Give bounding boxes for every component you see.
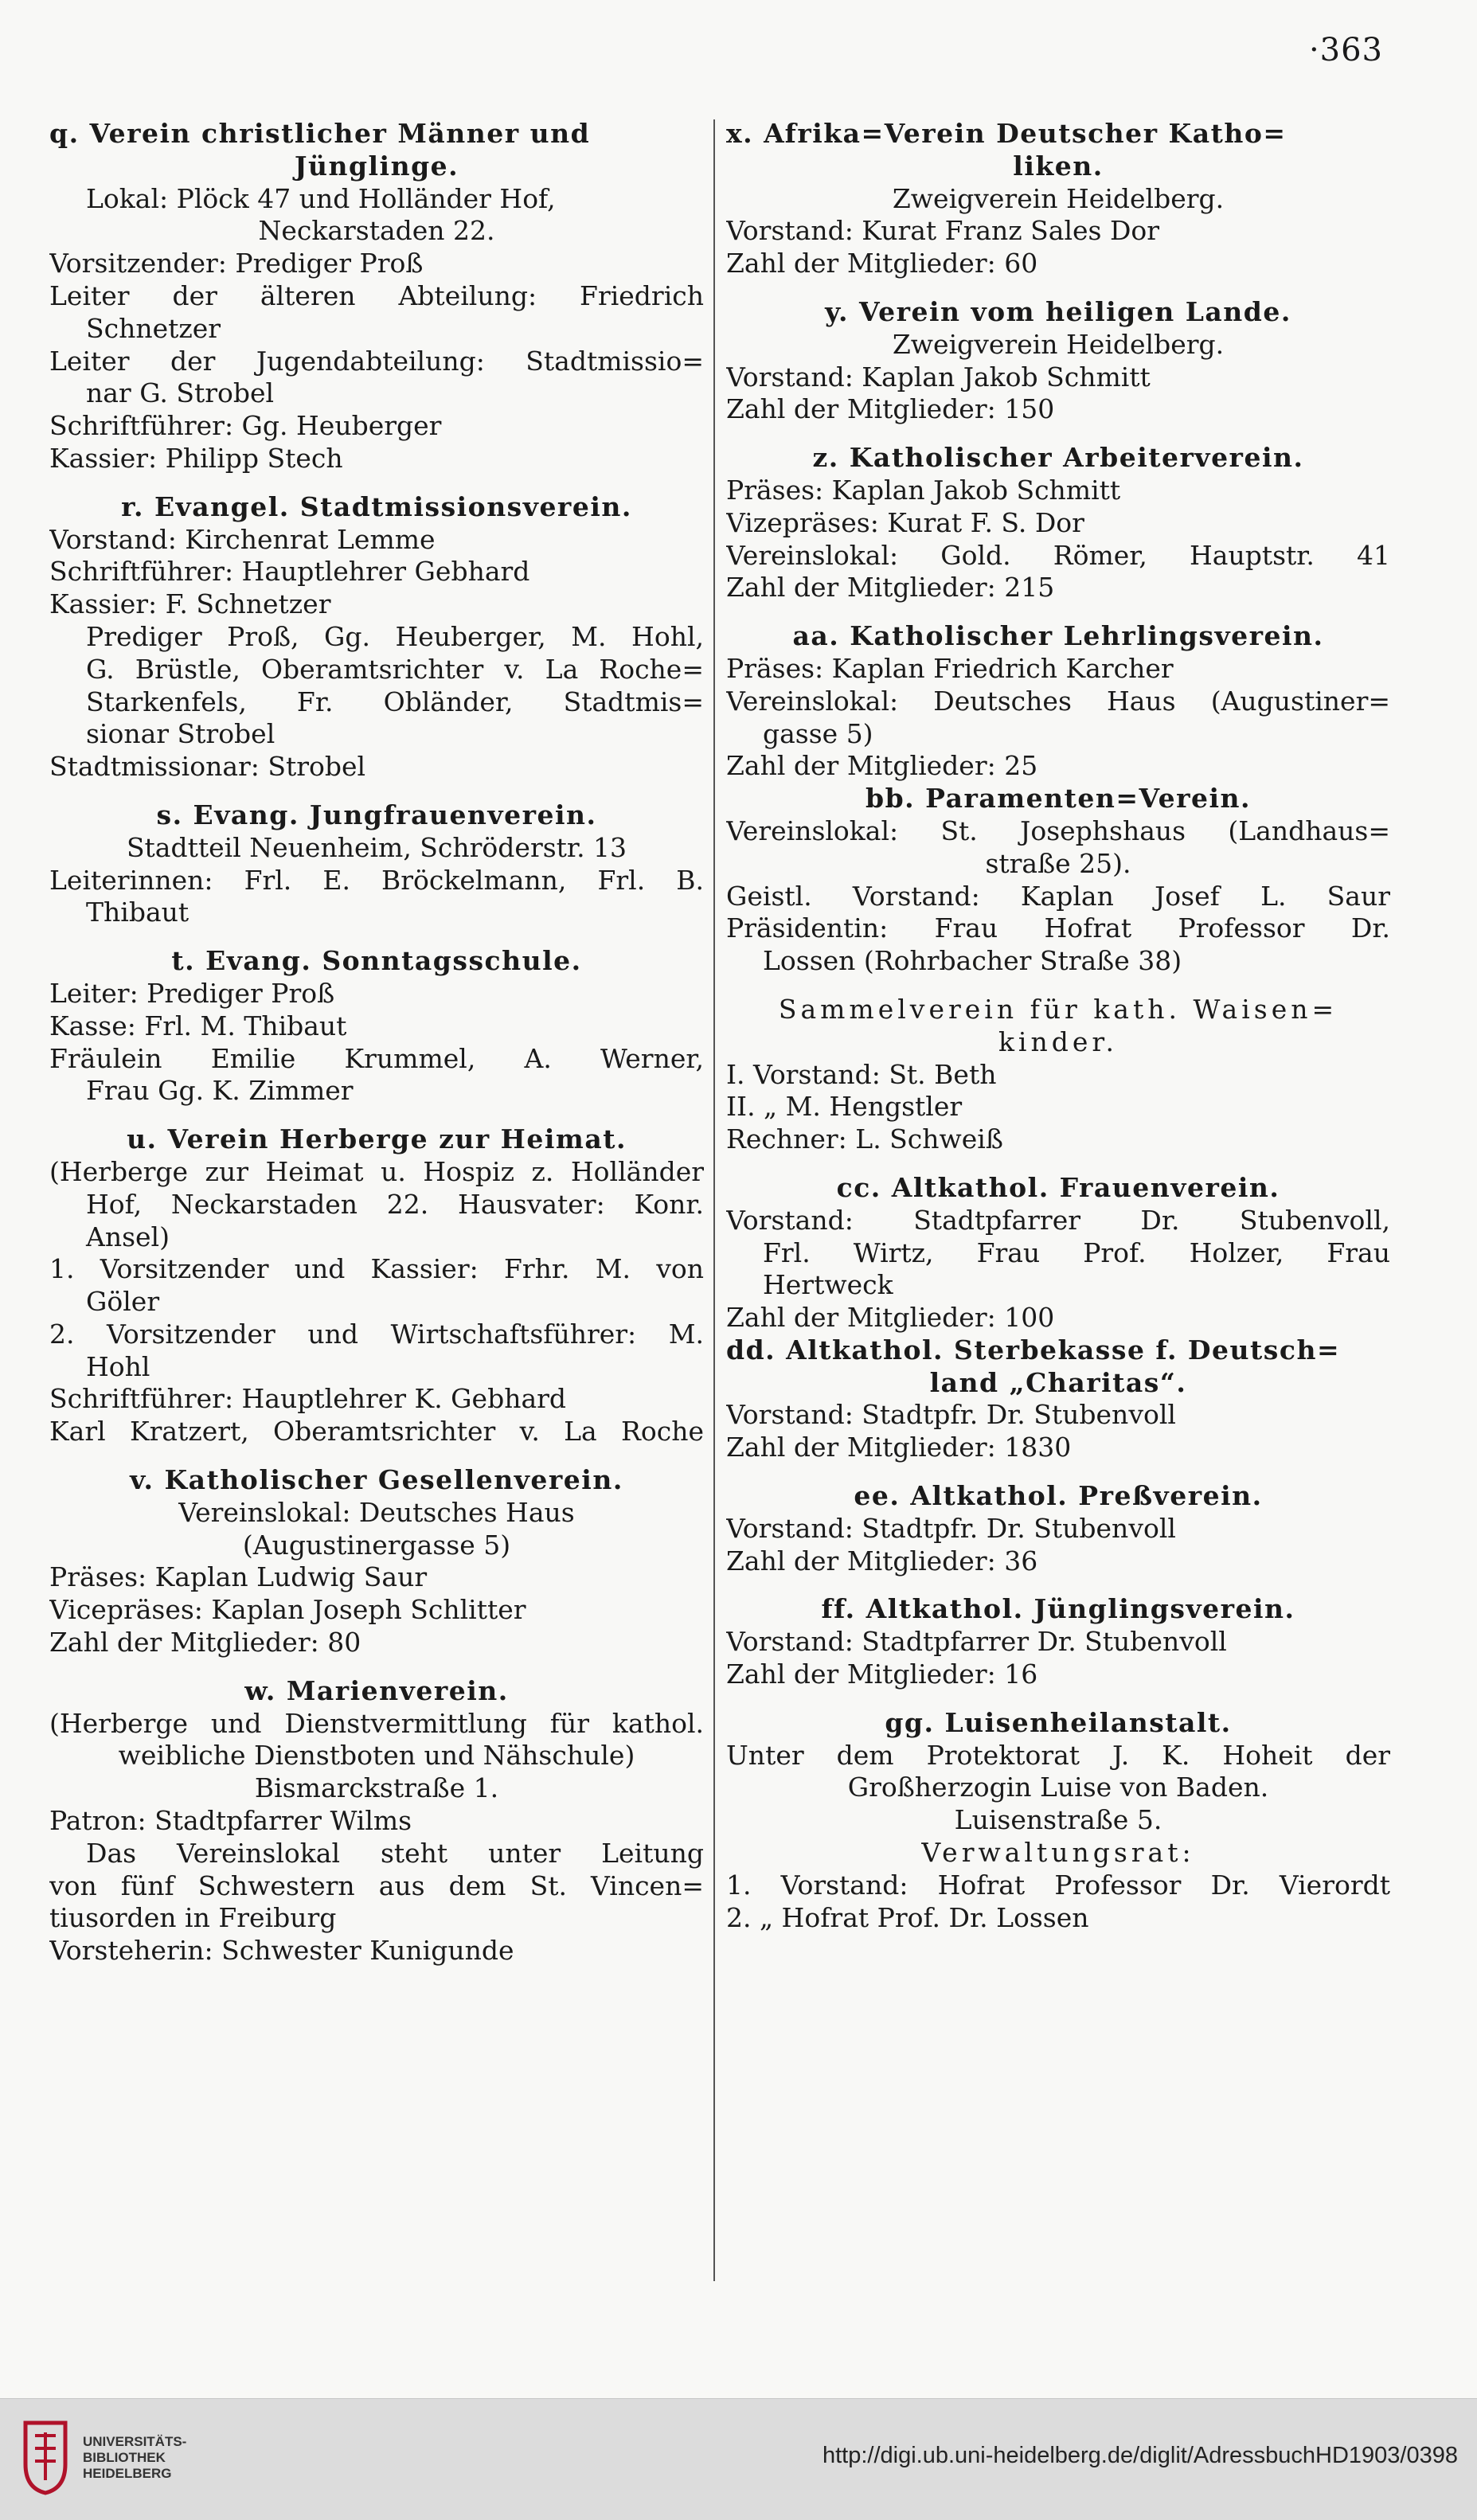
- text-line: Luisenstraße 5.: [954, 1804, 1162, 1836]
- library-seal-icon: [18, 2416, 73, 2496]
- text-line: Thibaut: [86, 897, 190, 928]
- text-line: Zahl der Mitglieder: 25: [726, 750, 1038, 782]
- text-line: Großherzogin Luise von Baden.: [847, 1772, 1269, 1803]
- text-line: Stadtteil Neuenheim, Schröderstr. 13: [126, 831, 627, 863]
- section-heading: w. Marienverein.: [244, 1674, 509, 1706]
- text-line: Vorsitzender: Prediger Proß: [49, 248, 424, 279]
- section-heading: v. Katholischer Gesellenverein.: [130, 1464, 623, 1496]
- text-line: Zahl der Mitglieder: 36: [726, 1545, 1038, 1576]
- text-line: Bismarckstraße 1.: [254, 1772, 499, 1804]
- section-heading: q. Verein christlicher Männer und: [49, 118, 591, 149]
- text-line: Zahl der Mitglieder: 100: [726, 1302, 1055, 1334]
- text-line: Geistl. Vorstand: Kaplan Josef L. Saur: [726, 880, 1390, 912]
- text-line: Vorstand: Kirchenrat Lemme: [49, 523, 436, 555]
- section-heading: ff. Altkathol. Jünglingsverein.: [821, 1593, 1295, 1625]
- column-divider: [713, 119, 715, 2281]
- text-line: Stadtmissionar: Strobel: [49, 751, 366, 783]
- section-heading: land „Charitas“.: [929, 1366, 1187, 1398]
- text-line: von fünf Schwestern aus dem St. Vincen=: [49, 1869, 704, 1901]
- text-line: nar G. Strobel: [86, 377, 275, 409]
- text-line: Unter dem Protektorat J. K. Hoheit der: [726, 1739, 1390, 1771]
- text-line: Sammelverein für kath. Waisen=: [778, 993, 1338, 1025]
- section-heading: aa. Katholischer Lehrlingsverein.: [792, 620, 1324, 652]
- left-column: [49, 118, 704, 1967]
- text-line: Zahl der Mitglieder: 1830: [726, 1432, 1072, 1463]
- section-heading: z. Katholischer Arbeiterverein.: [812, 442, 1304, 474]
- text-line: Zweigverein Heidelberg.: [892, 328, 1225, 360]
- section-heading: liken.: [1013, 150, 1104, 182]
- text-line: Lokal: Plöck 47 und Holländer Hof,: [86, 182, 556, 214]
- text-line: Leiter der Jugendabteilung: Stadtmissio=: [49, 345, 704, 377]
- footer-bar: [0, 2398, 1477, 2520]
- text-line: Präses: Kaplan Jakob Schmitt: [726, 474, 1121, 506]
- section-heading: cc. Altkathol. Frauenverein.: [836, 1171, 1280, 1203]
- text-line: Zahl der Mitglieder: 215: [726, 572, 1055, 604]
- text-line: Vorstand: Stadtpfarrer Dr. Stubenvoll: [726, 1626, 1227, 1658]
- text-line: 2. Vorsitzender und Wirtschaftsführer: M.: [49, 1318, 704, 1350]
- text-line: Schriftführer: Hauptlehrer K. Gebhard: [49, 1383, 567, 1415]
- text-line: weibliche Dienstboten und Nähschule): [118, 1740, 635, 1772]
- text-line: Vorsteherin: Schwester Kunigunde: [49, 1935, 514, 1967]
- text-line: (Augustinergasse 5): [242, 1529, 511, 1561]
- text-line: tiusorden in Freiburg: [49, 1902, 337, 1934]
- text-line: II. „ M. Hengstler: [726, 1091, 963, 1123]
- text-line: Präses: Kaplan Friedrich Karcher: [726, 652, 1174, 684]
- text-line: Zahl der Mitglieder: 80: [49, 1627, 361, 1659]
- text-line: Vereinslokal: Deutsches Haus: [178, 1496, 575, 1528]
- text-line: Schnetzer: [86, 312, 221, 344]
- text-line: Zweigverein Heidelberg.: [892, 182, 1225, 214]
- text-line: 2. „ Hofrat Prof. Dr. Lossen: [726, 1901, 1089, 1933]
- text-line: Ansel): [86, 1221, 170, 1252]
- text-line: G. Brüstle, Oberamtsrichter v. La Roche=: [86, 653, 704, 685]
- text-line: Frau Gg. K. Zimmer: [86, 1075, 354, 1107]
- text-line: Vorstand: Kurat Franz Sales Dor: [726, 215, 1160, 247]
- section-heading: y. Verein vom heiligen Lande.: [825, 295, 1291, 327]
- text-line: Hof, Neckarstaden 22. Hausvater: Konr.: [86, 1188, 704, 1220]
- text-line: Vorstand: Stadtpfr. Dr. Stubenvoll: [726, 1512, 1176, 1544]
- text-line: Kasse: Frl. M. Thibaut: [49, 1010, 347, 1041]
- text-line: straße 25).: [985, 847, 1131, 879]
- section-heading: dd. Altkathol. Sterbekasse f. Deutsch=: [726, 1334, 1341, 1365]
- source-url-link[interactable]: http://digi.ub.uni-heidelberg.de/diglit/AdressbuchHD1903/0398: [822, 2443, 1458, 2468]
- text-line: Schriftführer: Hauptlehrer Gebhard: [49, 556, 530, 588]
- library-name-line-3: HEIDELBERG: [83, 2466, 172, 2481]
- text-line: Zahl der Mitglieder: 60: [726, 248, 1038, 279]
- text-line: (Herberge und Dienstvermittlung für kathol.: [49, 1707, 704, 1739]
- text-line: Vereinslokal: St. Josephshaus (Landhaus=: [726, 815, 1390, 846]
- text-line: Vereinslokal: Deutsches Haus (Augustiner=: [726, 685, 1390, 717]
- section-heading: Jünglinge.: [294, 150, 459, 182]
- text-line: Vorstand: Kaplan Jakob Schmitt: [726, 361, 1151, 393]
- text-line: Präsidentin: Frau Hofrat Professor Dr.: [726, 912, 1390, 944]
- page-number: ·363: [1308, 32, 1383, 68]
- text-line: Leiterinnen: Frl. E. Bröckelmann, Frl. B.: [49, 864, 704, 896]
- text-line: Prediger Proß, Gg. Heuberger, M. Hohl,: [86, 620, 704, 652]
- section-heading: r. Evangel. Stadtmissionsverein.: [121, 490, 632, 522]
- text-line: (Herberge zur Heimat u. Hospiz z. Holländer: [49, 1155, 704, 1187]
- section-heading: s. Evang. Jungfrauenverein.: [156, 799, 597, 830]
- section-heading: gg. Luisenheilanstalt.: [885, 1706, 1232, 1738]
- text-line: Vicepräses: Kaplan Joseph Schlitter: [49, 1594, 526, 1626]
- section-heading: bb. Paramenten=Verein.: [865, 783, 1251, 815]
- text-line: Fräulein Emilie Krummel, A. Werner,: [49, 1042, 704, 1074]
- text-line: Lossen (Rohrbacher Straße 38): [763, 945, 1182, 977]
- text-line: I. Vorstand: St. Beth: [726, 1058, 997, 1090]
- text-line: Leiter: Prediger Proß: [49, 977, 335, 1009]
- text-line: gasse 5): [763, 717, 873, 749]
- text-line: Vereinslokal: Gold. Römer, Hauptstr. 41: [726, 539, 1390, 571]
- text-line: Kassier: F. Schnetzer: [49, 588, 331, 620]
- section-heading: x. Afrika=Verein Deutscher Katho=: [726, 118, 1287, 149]
- text-line: 1. Vorsitzender und Kassier: Frhr. M. von: [49, 1253, 704, 1285]
- section-heading: u. Verein Herberge zur Heimat.: [127, 1123, 627, 1155]
- text-line: 1. Vorstand: Hofrat Professor Dr. Vierordt: [726, 1869, 1390, 1901]
- text-line: Leiter der älteren Abteilung: Friedrich: [49, 279, 704, 311]
- text-line: Karl Kratzert, Oberamtsrichter v. La Roche: [49, 1416, 704, 1448]
- text-line: Vorstand: Stadtpfarrer Dr. Stubenvoll,: [726, 1204, 1390, 1236]
- text-line: Das Vereinslokal steht unter Leitung: [86, 1837, 704, 1869]
- library-name-line-1: UNIVERSITÄTS-: [83, 2434, 187, 2449]
- text-line: kinder.: [998, 1026, 1119, 1057]
- text-line: sionar Strobel: [86, 718, 275, 750]
- text-line: Schriftführer: Gg. Heuberger: [49, 410, 442, 442]
- text-line: Präses: Kaplan Ludwig Saur: [49, 1561, 428, 1593]
- text-line: Göler: [86, 1286, 160, 1318]
- right-column: [726, 118, 1390, 1934]
- text-line: Frl. Wirtz, Frau Prof. Holzer, Frau: [763, 1237, 1390, 1268]
- text-line: Neckarstaden 22.: [258, 215, 495, 247]
- text-line: Vizepräses: Kurat F. S. Dor: [726, 506, 1084, 538]
- text-line: Zahl der Mitglieder: 150: [726, 393, 1055, 425]
- text-line: Hertweck: [763, 1269, 893, 1301]
- text-line: Starkenfels, Fr. Obländer, Stadtmis=: [86, 686, 704, 717]
- text-line: Zahl der Mitglieder: 16: [726, 1659, 1038, 1690]
- library-name-line-2: BIBLIOTHEK: [83, 2450, 166, 2465]
- text-line: Rechner: L. Schweiß: [726, 1123, 1003, 1155]
- text-line: Verwaltungsrat:: [921, 1837, 1195, 1869]
- text-line: Vorstand: Stadtpfr. Dr. Stubenvoll: [726, 1399, 1176, 1431]
- text-line: Hohl: [86, 1350, 150, 1382]
- library-name: [83, 2434, 186, 2482]
- section-heading: t. Evang. Sonntagsschule.: [171, 945, 582, 977]
- text-line: Patron: Stadtpfarrer Wilms: [49, 1805, 412, 1837]
- section-heading: ee. Altkathol. Preßverein.: [854, 1480, 1263, 1512]
- text-line: Kassier: Philipp Stech: [49, 442, 343, 474]
